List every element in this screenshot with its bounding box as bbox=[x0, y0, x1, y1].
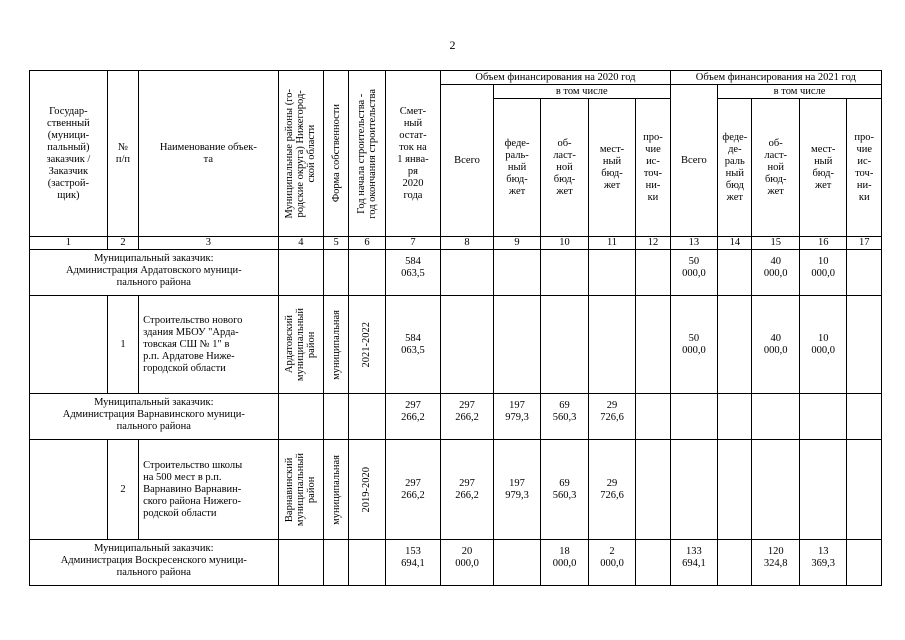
header-customer: Государ- ственный (муници- пальный) заказчик / Заказчик (застрой- щик) bbox=[30, 71, 108, 237]
empty-cell bbox=[324, 394, 349, 440]
col-number: 6 bbox=[349, 237, 385, 250]
federal-2021-cell bbox=[718, 540, 752, 586]
header-years bbox=[349, 71, 385, 237]
estimate-cell: 153 694,1 bbox=[385, 540, 441, 586]
col-number: 14 bbox=[718, 237, 752, 250]
total-2021-cell: 133 694,1 bbox=[670, 540, 717, 586]
local-2021-cell: 10 000,0 bbox=[799, 250, 846, 296]
total-2021-cell: 50 000,0 bbox=[670, 250, 717, 296]
total-2020-cell: 297 266,2 bbox=[441, 394, 494, 440]
other-2020-cell bbox=[636, 540, 670, 586]
estimate-cell: 297 266,2 bbox=[385, 440, 441, 540]
header-regional-2021: об- ласт- ной бюд- жет bbox=[752, 99, 799, 237]
regional-2021-cell: 40 000,0 bbox=[752, 250, 799, 296]
other-2021-cell bbox=[847, 440, 882, 540]
header-regional-2020: об- ласт- ной бюд- жет bbox=[541, 99, 588, 237]
object-number: 2 bbox=[107, 440, 138, 540]
object-district bbox=[278, 440, 323, 540]
total-2020-cell: 20 000,0 bbox=[441, 540, 494, 586]
federal-2020-cell bbox=[493, 540, 540, 586]
local-2021-cell bbox=[799, 394, 846, 440]
federal-2021-cell bbox=[718, 440, 752, 540]
header-local-2021: мест- ный бюд- жет bbox=[799, 99, 846, 237]
header-district bbox=[278, 71, 323, 237]
object-name: Строительство нового здания МБОУ "Арда- товская СШ № 1" в р.п. Ардатове Ниже- городской области bbox=[139, 296, 278, 394]
header-district-text: Муниципальные районы (го- родские округа) Нижегород- ской области bbox=[284, 88, 318, 219]
local-2020-cell: 2 000,0 bbox=[588, 540, 635, 586]
table-row-group bbox=[30, 394, 882, 440]
col-number: 10 bbox=[541, 237, 588, 250]
header-estimate: Смет- ный остат- ток на 1 янва- ря 2020 года bbox=[385, 71, 441, 237]
total-2020-cell bbox=[441, 250, 494, 296]
empty-cell bbox=[324, 250, 349, 296]
regional-2020-cell: 18 000,0 bbox=[541, 540, 588, 586]
total-2021-cell bbox=[670, 394, 717, 440]
total-2020-cell: 297 266,2 bbox=[441, 440, 494, 540]
col-number: 12 bbox=[636, 237, 670, 250]
empty-cell bbox=[30, 296, 108, 394]
other-2021-cell bbox=[847, 250, 882, 296]
regional-2021-cell: 120 324,8 bbox=[752, 540, 799, 586]
local-2020-cell: 29 726,6 bbox=[588, 394, 635, 440]
total-2021-cell: 50 000,0 bbox=[670, 296, 717, 394]
header-fin-2021: Объем финансирования на 2021 год bbox=[670, 71, 881, 85]
federal-2020-cell bbox=[493, 250, 540, 296]
header-other-2020: про- чие ис- точ- ни- ки bbox=[636, 99, 670, 237]
local-2020-cell bbox=[588, 250, 635, 296]
header-local-2020: мест- ный бюд- жет bbox=[588, 99, 635, 237]
header-incl-2020: в том числе bbox=[493, 85, 670, 99]
col-number: 13 bbox=[670, 237, 717, 250]
local-2021-cell: 13 369,3 bbox=[799, 540, 846, 586]
total-2021-cell bbox=[670, 440, 717, 540]
other-2020-cell bbox=[636, 296, 670, 394]
empty-cell bbox=[278, 250, 323, 296]
object-district-text: Ардатовский муниципальный район bbox=[284, 307, 318, 382]
empty-cell bbox=[324, 540, 349, 586]
table-row-object bbox=[30, 440, 882, 540]
local-2020-cell bbox=[588, 296, 635, 394]
object-years-text: 2021-2022 bbox=[361, 321, 373, 368]
regional-2020-cell bbox=[541, 250, 588, 296]
col-number: 16 bbox=[799, 237, 846, 250]
col-number: 4 bbox=[278, 237, 323, 250]
header-federal-2020: феде- раль- ный бюд- жет bbox=[493, 99, 540, 237]
object-district-text: Варнавинский муниципальный район bbox=[284, 452, 318, 527]
other-2020-cell bbox=[636, 394, 670, 440]
empty-cell bbox=[349, 250, 385, 296]
empty-cell bbox=[278, 540, 323, 586]
estimate-cell: 584 063,5 bbox=[385, 250, 441, 296]
object-number: 1 bbox=[107, 296, 138, 394]
other-2021-cell bbox=[847, 296, 882, 394]
empty-cell bbox=[349, 394, 385, 440]
other-2020-cell bbox=[636, 440, 670, 540]
header-incl-2021: в том числе bbox=[718, 85, 882, 99]
header-total-2020: Всего bbox=[441, 85, 494, 237]
empty-cell bbox=[349, 540, 385, 586]
header-fin-2020: Объем финансирования на 2020 год bbox=[441, 71, 670, 85]
object-name: Строительство школы на 500 мест в р.п. Варнавино Варнавин- ского района Нижего- родской области bbox=[139, 440, 278, 540]
federal-2020-cell: 197 979,3 bbox=[493, 394, 540, 440]
table-row-object bbox=[30, 296, 882, 394]
object-ownership bbox=[324, 296, 349, 394]
object-years-text: 2019-2020 bbox=[361, 466, 373, 513]
total-2020-cell bbox=[441, 296, 494, 394]
local-2020-cell: 29 726,6 bbox=[588, 440, 635, 540]
column-number-row bbox=[30, 237, 882, 250]
federal-2020-cell: 197 979,3 bbox=[493, 440, 540, 540]
federal-2021-cell bbox=[718, 394, 752, 440]
regional-2020-cell bbox=[541, 296, 588, 394]
regional-2021-cell bbox=[752, 440, 799, 540]
regional-2020-cell: 69 560,3 bbox=[541, 394, 588, 440]
page-number: 2 bbox=[449, 38, 456, 52]
header-federal-2021: феде- де- раль ный бюд жет bbox=[718, 99, 752, 237]
other-2021-cell bbox=[847, 394, 882, 440]
regional-2021-cell: 40 000,0 bbox=[752, 296, 799, 394]
col-number: 17 bbox=[847, 237, 882, 250]
col-number: 9 bbox=[493, 237, 540, 250]
group-customer: Муниципальный заказчик: Администрация Варнавинского муници- пального района bbox=[30, 394, 279, 440]
header-years-text: Год начала строительства - год окончания строительства bbox=[355, 88, 378, 219]
object-district bbox=[278, 296, 323, 394]
header-object-name: Наименование объек- та bbox=[139, 71, 278, 237]
header-ownership bbox=[324, 71, 349, 237]
object-ownership bbox=[324, 440, 349, 540]
header-other-2021: про- чие ис- точ- ни- ки bbox=[847, 99, 882, 237]
group-customer: Муниципальный заказчик: Администрация Ардатовского муници- пального района bbox=[30, 250, 279, 296]
other-2021-cell bbox=[847, 540, 882, 586]
header-ownership-text: Форма собственности bbox=[330, 104, 342, 203]
federal-2021-cell bbox=[718, 296, 752, 394]
col-number: 3 bbox=[139, 237, 278, 250]
object-ownership-text: муниципальная bbox=[330, 454, 342, 525]
group-customer: Муниципальный заказчик: Администрация Воскресенского муници- пального района bbox=[30, 540, 279, 586]
col-number: 7 bbox=[385, 237, 441, 250]
federal-2020-cell bbox=[493, 296, 540, 394]
col-number: 1 bbox=[30, 237, 108, 250]
empty-cell bbox=[278, 394, 323, 440]
table-row-group bbox=[30, 250, 882, 296]
table-row-group bbox=[30, 540, 882, 586]
other-2020-cell bbox=[636, 250, 670, 296]
regional-2020-cell: 69 560,3 bbox=[541, 440, 588, 540]
local-2021-cell bbox=[799, 440, 846, 540]
header-total-2021: Всего bbox=[670, 85, 717, 237]
object-ownership-text: муниципальная bbox=[330, 309, 342, 380]
col-number: 11 bbox=[588, 237, 635, 250]
financing-table bbox=[29, 70, 882, 586]
col-number: 5 bbox=[324, 237, 349, 250]
col-number: 8 bbox=[441, 237, 494, 250]
object-years bbox=[349, 440, 385, 540]
col-number: 2 bbox=[107, 237, 138, 250]
federal-2021-cell bbox=[718, 250, 752, 296]
estimate-cell: 297 266,2 bbox=[385, 394, 441, 440]
local-2021-cell: 10 000,0 bbox=[799, 296, 846, 394]
header-number: № п/п bbox=[107, 71, 138, 237]
estimate-cell: 584 063,5 bbox=[385, 296, 441, 394]
header-row-1 bbox=[30, 71, 882, 85]
col-number: 15 bbox=[752, 237, 799, 250]
empty-cell bbox=[30, 440, 108, 540]
object-years bbox=[349, 296, 385, 394]
regional-2021-cell bbox=[752, 394, 799, 440]
